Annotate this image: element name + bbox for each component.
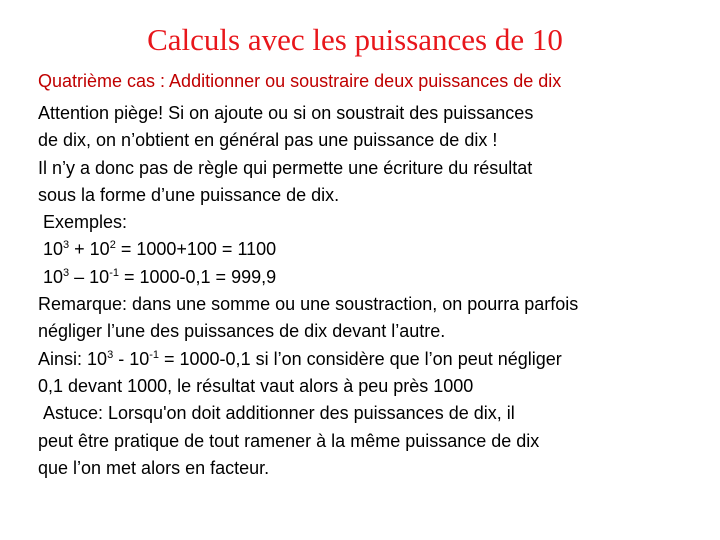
ainsi-rest: = 1000-0,1 si l’on considère que l’on peut négliger <box>159 348 562 369</box>
ainsi-exp1: 3 <box>107 348 114 361</box>
example-2-exp2: -1 <box>109 266 119 279</box>
ainsi-base2: 10 <box>129 348 150 369</box>
intro-line: Il n’y a donc pas de règle qui permette une écriture du résultat <box>38 157 533 178</box>
remark-line: Remarque: dans une somme ou une soustraction, on pourra parfois <box>38 294 579 315</box>
example-2-op: – <box>69 266 90 287</box>
example-2-base2: 10 <box>89 266 110 287</box>
astuce-line: peut être pratique de tout ramener à la même puissance de dix <box>38 430 540 451</box>
remark-line: négliger l’une des puissances de dix devant l’autre. <box>38 321 446 342</box>
ainsi-prefix: Ainsi: <box>38 348 88 369</box>
example-1-exp2: 2 <box>109 239 116 252</box>
slide-subtitle: Quatrième cas : Additionner ou soustraire deux puissances de dix <box>38 71 562 91</box>
slide-title: Calculs avec les puissances de 10 <box>147 22 563 57</box>
example-2-result: = 1000-0,1 = 999,9 <box>118 266 277 287</box>
example-1-base2: 10 <box>89 239 110 260</box>
example-1-exp1: 3 <box>63 239 70 252</box>
astuce-line: Astuce: Lorsqu'on doit additionner des puissances de dix, il <box>43 403 515 424</box>
example-1 <box>38 236 714 263</box>
ainsi-line-2: 0,1 devant 1000, le résultat vaut alors à peu près 1000 <box>38 375 474 396</box>
slide-body <box>38 100 714 482</box>
ainsi-op: - <box>113 348 130 369</box>
example-1-op: + <box>69 239 90 260</box>
ainsi-line <box>38 346 714 373</box>
example-2 <box>38 264 714 291</box>
examples-label: Exemples: <box>43 212 128 233</box>
example-1-result: = 1000+100 = 1100 <box>115 239 277 260</box>
ainsi-exp2: -1 <box>149 348 159 361</box>
intro-line: sous la forme d’une puissance de dix. <box>38 184 340 205</box>
example-1-base1: 10 <box>43 239 64 260</box>
intro-line: Attention piège! Si on ajoute ou si on soustrait des puissances <box>38 103 534 123</box>
intro-line: de dix, on n’obtient en général pas une puissance de dix ! <box>38 130 498 151</box>
astuce-line: que l’on met alors en facteur. <box>38 457 270 478</box>
ainsi-base1: 10 <box>87 348 108 369</box>
example-2-exp1: 3 <box>63 266 70 279</box>
example-2-base1: 10 <box>43 266 64 287</box>
